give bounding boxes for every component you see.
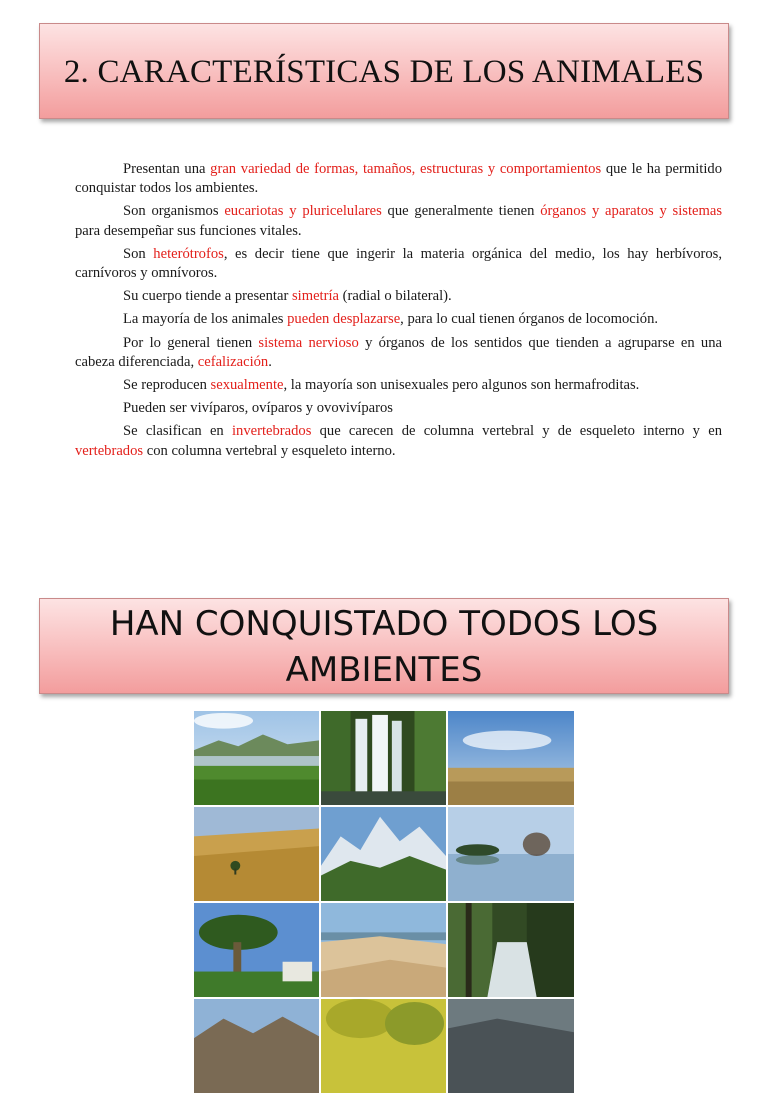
paragraph-5 xyxy=(75,310,722,329)
slide-title-characteristics: 2. CARACTERÍSTICAS DE LOS ANIMALES xyxy=(39,23,729,119)
paragraph-text: Pueden ser vivíparos, ovíparos y ovovivíparos xyxy=(123,400,393,417)
paragraph-text: Son xyxy=(123,245,154,262)
yellow-forest-photo xyxy=(320,998,447,1094)
paragraph-7 xyxy=(75,376,722,395)
highlighted-term: heterótrofos xyxy=(153,245,224,262)
paragraph-text: que le ha permitido conquistar todos los ambientes. xyxy=(75,161,722,197)
highlighted-term: gran variedad de formas, tamaños, estructuras y comportamientos xyxy=(210,161,602,177)
paragraph-text: (radial o bilateral). xyxy=(339,288,452,305)
snowy-mountains-photo xyxy=(320,806,447,902)
wheat-fields-photo xyxy=(193,806,320,902)
highlighted-term: eucariotas y pluricelulares xyxy=(224,203,382,220)
paragraph-9 xyxy=(75,422,722,460)
paragraph-3 xyxy=(75,245,722,283)
dragon-tree-photo xyxy=(193,902,320,998)
paragraph-text: Presentan una xyxy=(123,161,211,177)
highlighted-term: vertebrados xyxy=(75,442,144,459)
sand-desert-dunes-photo xyxy=(320,902,447,998)
highlighted-term: simetría xyxy=(291,288,339,305)
paragraph-text: Son organismos xyxy=(123,203,225,220)
paragraph-6 xyxy=(75,334,722,372)
paragraph-text: para desempeñar sus funciones vitales. xyxy=(75,222,302,239)
rocky-hills-photo xyxy=(193,998,320,1094)
highlighted-term: sexualmente xyxy=(210,377,284,394)
rocky-coast-photo xyxy=(447,998,575,1094)
flooded-trees-lake-photo xyxy=(447,806,575,902)
paragraph-text: Por lo general tienen xyxy=(123,334,259,351)
highlighted-term: cefalización xyxy=(197,353,269,370)
paragraph-2 xyxy=(75,202,722,240)
green-hills-lake-photo xyxy=(193,710,320,806)
paragraph-text: Se clasifican en xyxy=(123,423,232,440)
paragraph-8 xyxy=(75,399,722,418)
title-line-2: AMBIENTES xyxy=(285,650,483,690)
waterfall-photo xyxy=(320,710,447,806)
highlighted-term: órganos y aparatos y sistemas xyxy=(540,203,723,220)
highlighted-term: invertebrados xyxy=(231,423,312,440)
paragraph-text: que generalmente tienen xyxy=(381,203,541,220)
characteristics-text xyxy=(75,160,722,465)
paragraph-1 xyxy=(75,160,722,198)
paragraph-text: que carecen de columna vertebral y de esqueleto interno y en xyxy=(311,423,722,440)
paragraph-text: . xyxy=(268,353,272,370)
savanna-grassland-photo xyxy=(447,710,575,806)
paragraph-text: Su cuerpo tiende a presentar xyxy=(123,288,292,305)
slide-title-environments xyxy=(39,598,729,694)
title-line-1: HAN CONQUISTADO TODOS LOS xyxy=(109,604,659,644)
paragraph-text: con columna vertebral y esqueleto interno. xyxy=(143,442,396,459)
highlighted-term: pueden desplazarse xyxy=(287,311,401,328)
paragraph-text: , es decir tiene que ingerir la materia orgánica del medio, los hay herbívoros, carnívoros y omnívoros. xyxy=(75,245,722,282)
paragraph-4 xyxy=(75,287,722,306)
paragraph-text: La mayoría de los animales xyxy=(123,311,288,328)
paragraph-text: y órganos de los sentidos que tienden a agruparse en una cabeza diferenciada, xyxy=(75,334,722,370)
highlighted-term: sistema nervioso xyxy=(258,334,359,351)
mountain-river-forest-photo xyxy=(447,902,575,998)
paragraph-text: , para lo cual tienen órganos de locomoción. xyxy=(400,311,659,328)
environment-photo-grid xyxy=(193,710,575,1094)
paragraph-text: Se reproducen xyxy=(123,377,211,394)
paragraph-text: , la mayoría son unisexuales pero algunos son hermafroditas. xyxy=(283,377,640,394)
